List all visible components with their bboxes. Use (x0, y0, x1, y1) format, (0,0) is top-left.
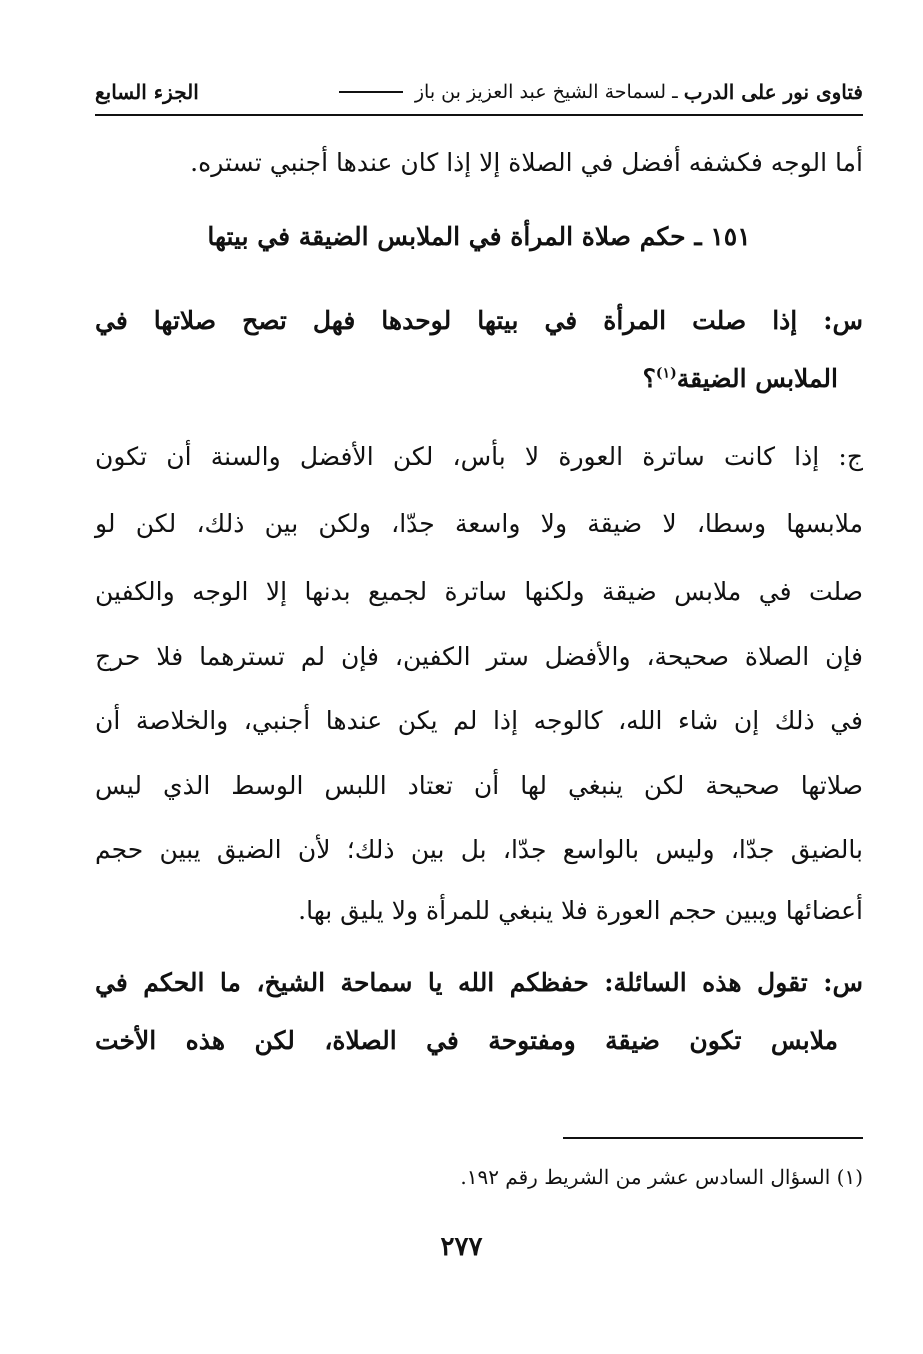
header-subtitle: ـ لسماحة الشيخ عبد العزيز بن باز (414, 81, 678, 103)
page-number: ٢٧٧ (440, 1232, 483, 1262)
header-rule (95, 114, 863, 116)
question-2-line-1: س: تقول هذه السائلة: حفظكم الله يا سماحة الشيخ، ما الحكم في (95, 968, 863, 997)
intro-line: أما الوجه فكشفه أفضل في الصلاة إلا إذا كان عندها أجنبي تستره. (190, 148, 863, 177)
answer-line: أعضائها ويبين حجم العورة فلا ينبغي للمرأة ولا يليق بها. (298, 896, 863, 925)
answer-line: بالضيق جدّا، وليس بالواسع جدّا، بل بين ذلك؛ لأن الضيق يبين حجم (95, 835, 863, 864)
question-1-end: ؟ (642, 364, 656, 393)
answer-line: ملابسها وسطا، لا ضيقة ولا واسعة جدّا، ولكن بين ذلك، لكن لو (95, 509, 863, 538)
header-series-title: فتاوى نور على الدرب (683, 80, 863, 104)
running-header (95, 74, 863, 110)
answer-line: ج: إذا كانت ساترة العورة لا بأس، لكن الأفضل والسنة أن تكون (95, 442, 863, 471)
header-volume: الجزء السابع (95, 80, 199, 104)
section-heading: ١٥١ ـ حكم صلاة المرأة في الملابس الضيقة في بيتها (207, 222, 751, 251)
footnote: (١) السؤال السادس عشر من الشريط رقم ١٩٢. (460, 1165, 863, 1189)
question-1-line-2 (95, 364, 838, 394)
answer-line: صلاتها صحيحة لكن ينبغي لها أن تعتاد اللبس الوسط الذي ليس (95, 771, 863, 800)
footnote-rule (563, 1137, 863, 1139)
header-dash (339, 91, 403, 93)
question-1-text: الملابس الضيقة (676, 364, 838, 393)
answer-line: في ذلك إن شاء الله، كالوجه إذا لم يكن عندها أجنبي، والخلاصة أن (95, 706, 863, 735)
header-title-group (333, 80, 863, 104)
question-2-line-2: ملابس تكون ضيقة ومفتوحة في الصلاة، لكن هذه الأخت (95, 1026, 838, 1055)
footnote-marker: (١) (655, 365, 677, 382)
answer-line: صلت في ملابس ضيقة ولكنها ساترة لجميع بدنها إلا الوجه والكفين (95, 577, 863, 606)
question-1-line-1: س: إذا صلت المرأة في بيتها لوحدها فهل تصح صلاتها في (95, 306, 863, 335)
answer-line: فإن الصلاة صحيحة، والأفضل ستر الكفين، فإن لم تسترهما فلا حرج (95, 642, 863, 671)
